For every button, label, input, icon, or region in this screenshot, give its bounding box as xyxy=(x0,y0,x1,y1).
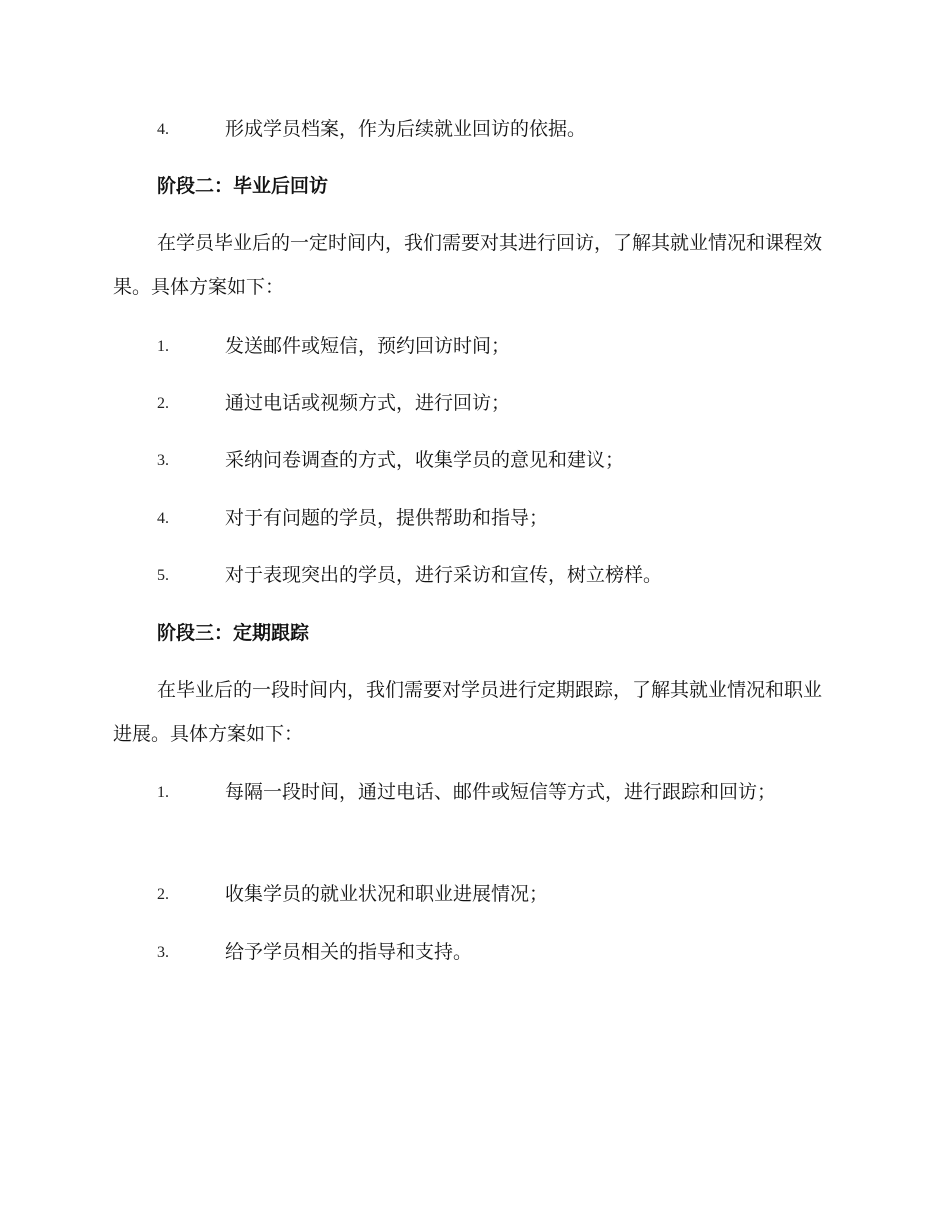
list-text: 对于有问题的学员，提供帮助和指导； xyxy=(225,507,549,529)
list-number: 4. xyxy=(157,510,169,527)
list-item xyxy=(113,324,833,368)
list-number: 3. xyxy=(157,944,169,961)
list-item xyxy=(113,438,833,482)
list-number: 2. xyxy=(157,395,169,412)
list-number: 5. xyxy=(157,567,169,584)
list-text: 采纳问卷调查的方式，收集学员的意见和建议； xyxy=(225,449,625,471)
list-number: 1. xyxy=(157,784,169,801)
list-text: 通过电话或视频方式，进行回访； xyxy=(225,392,511,414)
section-heading-stage2: 阶段二：毕业后回访 xyxy=(157,175,329,197)
section-heading-stage3: 阶段三：定期跟踪 xyxy=(157,622,310,644)
list-item xyxy=(113,553,833,597)
list-item xyxy=(113,770,833,858)
list-text: 每隔一段时间，通过电话、邮件或短信等方式，进行跟踪和回访； xyxy=(225,781,777,803)
list-text: 收集学员的就业状况和职业进展情况； xyxy=(225,883,549,905)
list-item xyxy=(113,496,833,540)
list-number: 3. xyxy=(157,452,169,469)
list-text: 对于表现突出的学员，进行采访和宣传，树立榜样。 xyxy=(225,564,663,586)
list-text: 给予学员相关的指导和支持。 xyxy=(225,941,473,963)
list-text: 形成学员档案，作为后续就业回访的依据。 xyxy=(225,118,587,140)
list-item xyxy=(113,930,833,974)
section-intro-stage2: 在学员毕业后的一定时间内，我们需要对其进行回访，了解其就业情况和课程效果。具体方案如下： xyxy=(113,232,823,298)
list-number: 2. xyxy=(157,886,169,903)
list-item xyxy=(113,107,833,151)
list-number: 1. xyxy=(157,338,169,355)
section-intro-stage3: 在毕业后的一段时间内，我们需要对学员进行定期跟踪，了解其就业情况和职业进展。具体方案如下： xyxy=(113,679,823,745)
list-number: 4. xyxy=(157,121,169,138)
list-item xyxy=(113,872,833,916)
list-item xyxy=(113,381,833,425)
list-text: 发送邮件或短信，预约回访时间； xyxy=(225,335,511,357)
